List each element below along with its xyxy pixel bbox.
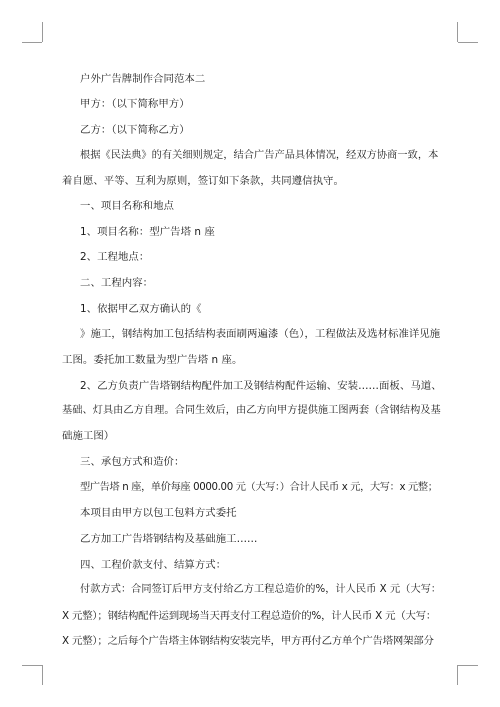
party-b-line: 乙方：（以下简称乙方） [80, 124, 190, 136]
crop-mark-bottom-right [457, 665, 458, 685]
section-heading: 三、承包方式和造价： [80, 456, 185, 468]
crop-mark-top-left [42, 22, 43, 42]
body-line: 1、依据甲乙双方确认的《 [80, 303, 202, 315]
section-heading: 四、工程价款支付、结算方式： [80, 559, 227, 571]
document-title: 户外广告牌制作合同范本二 [80, 73, 206, 85]
crop-mark-top-right [458, 42, 478, 43]
crop-mark-top-left [22, 42, 42, 43]
body-line: 2、乙方负责广告塔钢结构配件加工及钢结构配件运输、安装……面板、马道、 [80, 380, 442, 392]
body-line: 着自愿、平等、互利为原则，签订如下条款，共同遵信执守。 [62, 175, 344, 187]
body-line: 付款方式：合同签订后甲方支付给乙方工程总造价的%，计人民币 X 元（大写： [80, 584, 442, 595]
crop-mark-bottom-right [458, 665, 478, 666]
body-line: 型广告塔 n 座，单价每座 0000.00 元（大写：）合计人民币 x 元，大写：x 元整； [80, 482, 438, 493]
body-line: 工图。委托加工数量为型广告塔 n 座。 [62, 354, 243, 366]
body-line: X 元整）；钢结构配件运到现场当天再支付工程总造价的%，计人民币 X 元（大写： [62, 610, 437, 622]
body-line: 乙方加工广告塔钢结构及基础施工…… [80, 533, 258, 545]
crop-mark-bottom-left [42, 665, 43, 685]
body-line: X 元整）；之后每个广告塔主体钢结构安装完毕，甲方再付乙方单个广告塔网架部分 [62, 635, 434, 647]
body-line: 根据《民法典》的有关细则规定，结合广告产品具体情况，经双方协商一致，本 [80, 150, 439, 161]
crop-mark-top-right [457, 22, 458, 42]
body-line: 》施工，钢结构加工包括结构表面刷两遍漆（色），工程做法及选材标准详见施 [80, 328, 441, 340]
body-line: 础施工图） [62, 430, 115, 442]
section-heading: 二、工程内容： [80, 277, 154, 289]
crop-mark-bottom-left [22, 665, 42, 666]
party-a-line: 甲方：（以下简称甲方） [80, 98, 190, 110]
body-line: 本项目由甲方以包工包料方式委托 [80, 507, 237, 519]
body-line: 2、工程地点： [80, 251, 150, 263]
body-line: 基础、灯具由乙方自理。合同生效后，由乙方向甲方提供施工图两套（含钢结构及基 [62, 405, 441, 416]
section-heading: 一、项目名称和地点 [80, 200, 174, 212]
body-line: 1、项目名称：型广告塔 n 座 [80, 226, 215, 238]
